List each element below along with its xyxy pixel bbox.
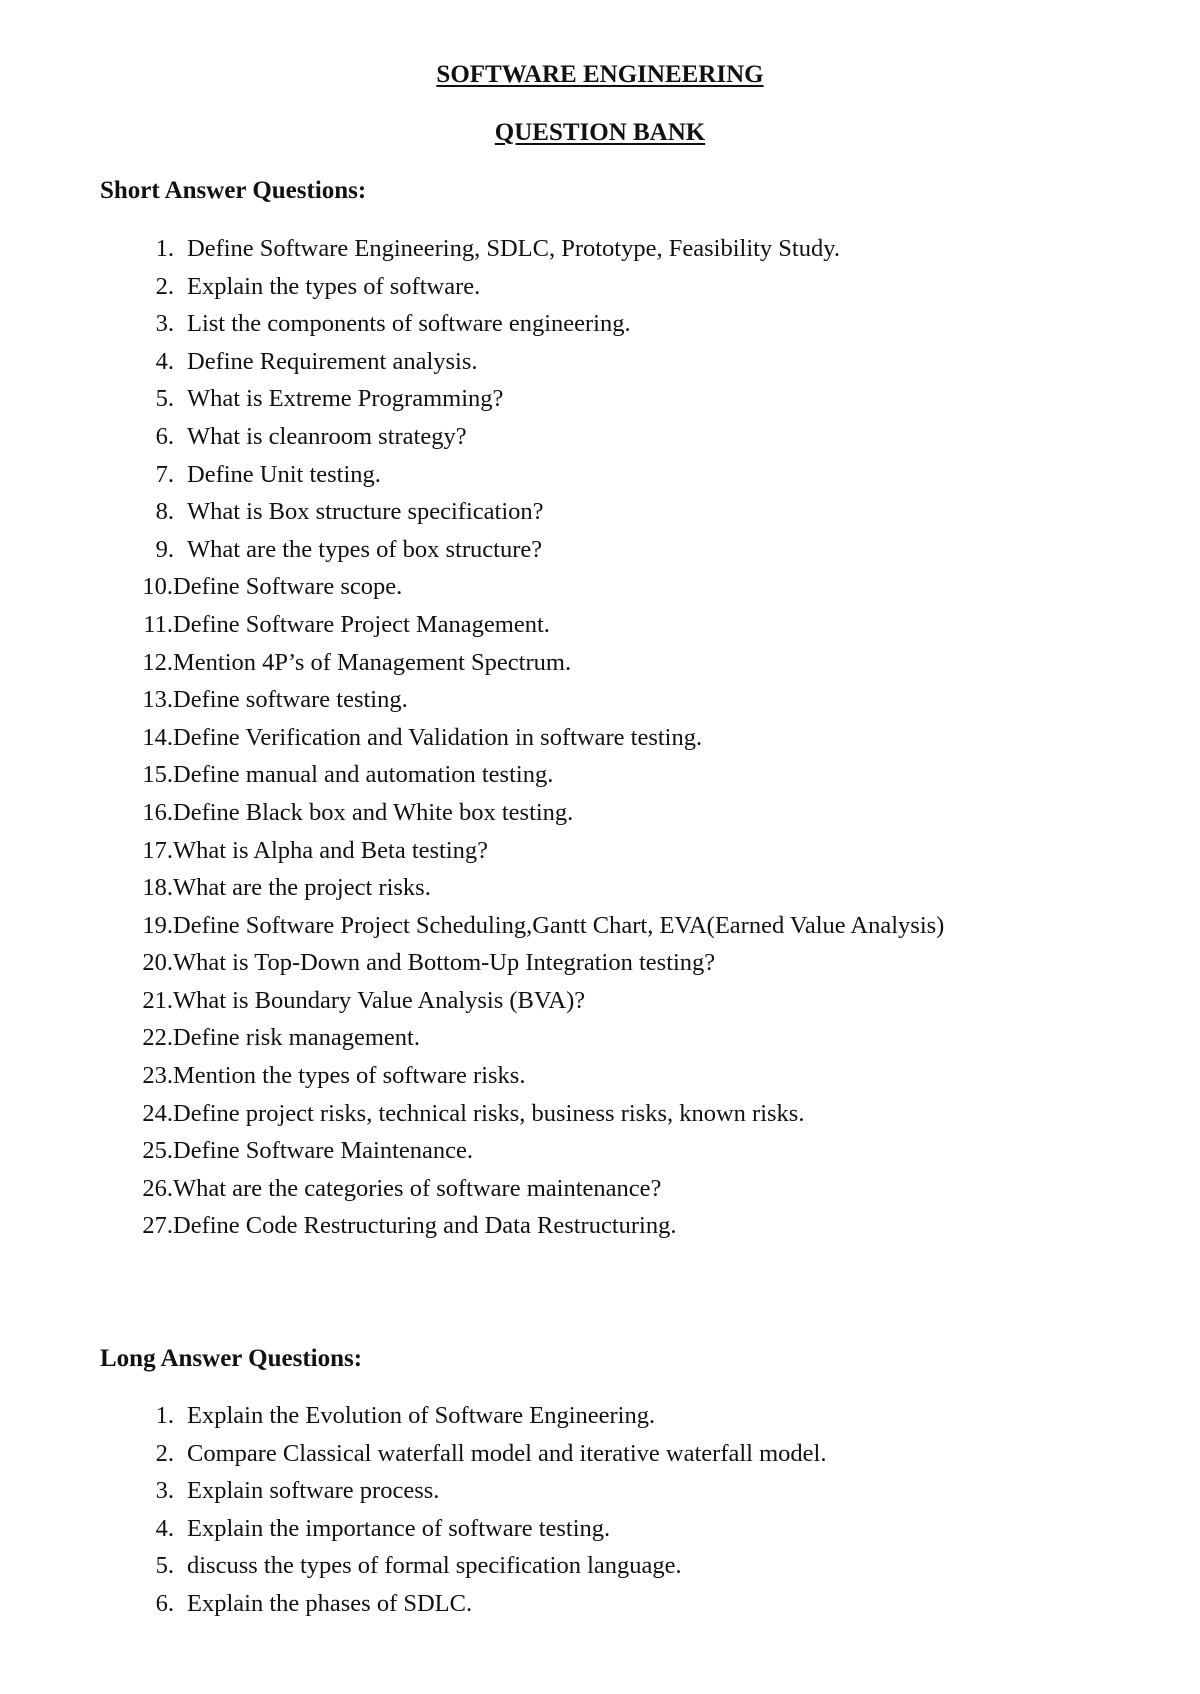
question-number: 21.	[142, 986, 173, 1014]
question-text: Define Software Project Scheduling,Gantt Chart, EVA(Earned Value Analysis)	[173, 911, 945, 939]
short-question-item	[100, 343, 944, 381]
question-number: 13.	[142, 686, 173, 714]
question-number: 5.	[155, 385, 174, 413]
question-number: 2.	[155, 272, 174, 300]
question-text: What is Extreme Programming?	[187, 385, 504, 413]
question-number: 24.	[142, 1099, 173, 1127]
short-question-item	[100, 681, 944, 719]
question-text: Explain software process.	[187, 1477, 440, 1505]
question-text: Mention 4P’s of Management Spectrum.	[173, 648, 572, 676]
question-number: 2.	[155, 1439, 174, 1467]
short-question-item	[100, 493, 944, 531]
question-text: Define Software scope.	[173, 573, 403, 601]
question-text: Explain the types of software.	[187, 272, 481, 300]
short-answer-heading: Short Answer Questions:	[100, 177, 367, 204]
question-text: Compare Classical waterfall model and iterative waterfall model.	[187, 1439, 827, 1467]
long-question-item	[100, 1585, 826, 1623]
question-text: Define Software Engineering, SDLC, Prototype, Feasibility Study.	[187, 235, 841, 262]
long-answer-heading: Long Answer Questions:	[100, 1345, 363, 1372]
question-number: 6.	[155, 422, 174, 450]
question-number: 23.	[142, 1062, 173, 1090]
question-text: Explain the phases of SDLC.	[187, 1589, 473, 1617]
question-number: 7.	[155, 460, 174, 488]
question-number: 18.	[142, 874, 173, 902]
short-question-item	[100, 1132, 944, 1170]
question-text: What is Top-Down and Bottom-Up Integration testing?	[173, 949, 716, 977]
question-number: 26.	[142, 1174, 173, 1202]
short-question-item	[100, 1170, 944, 1208]
long-answer-list	[100, 1397, 826, 1623]
long-question-item	[100, 1547, 826, 1585]
document-title: SOFTWARE ENGINEERING	[436, 61, 764, 88]
question-text: discuss the types of formal specification language.	[187, 1552, 682, 1580]
question-number: 3.	[155, 1477, 174, 1505]
short-question-item	[100, 719, 944, 757]
question-number: 11.	[143, 610, 173, 638]
question-text: What are the types of box structure?	[187, 535, 543, 563]
long-question-item	[100, 1435, 826, 1473]
question-number: 27.	[142, 1212, 173, 1240]
short-question-item	[100, 644, 944, 682]
short-question-item	[100, 606, 944, 644]
question-number: 4.	[155, 1514, 174, 1542]
question-text: Define Verification and Validation in software testing.	[173, 723, 703, 751]
short-question-item	[100, 418, 944, 456]
short-question-item	[100, 380, 944, 418]
question-number: 25.	[142, 1137, 173, 1165]
short-question-item	[100, 531, 944, 569]
long-question-item	[100, 1472, 826, 1510]
short-question-item	[100, 869, 944, 907]
question-number: 20.	[142, 949, 173, 977]
question-number: 5.	[155, 1552, 174, 1580]
question-text: What is Alpha and Beta testing?	[173, 836, 489, 864]
question-number: 22.	[142, 1024, 173, 1052]
short-answer-list	[100, 230, 944, 1245]
short-question-item	[100, 568, 944, 606]
short-question-item	[100, 1019, 944, 1057]
question-text: Define Software Project Management.	[173, 610, 550, 638]
short-question-item	[100, 1207, 944, 1245]
short-question-item	[100, 456, 944, 494]
question-number: 14.	[142, 723, 173, 751]
question-number: 15.	[142, 761, 173, 789]
short-question-item	[100, 794, 944, 832]
short-question-item	[100, 944, 944, 982]
question-text: What are the project risks.	[173, 874, 431, 902]
short-question-item	[100, 268, 944, 306]
question-number: 17.	[142, 836, 173, 864]
question-number: 3.	[155, 310, 174, 338]
question-text: Explain the Evolution of Software Engineering.	[187, 1402, 656, 1429]
long-question-item	[100, 1397, 826, 1435]
question-text: Define Code Restructuring and Data Restructuring.	[173, 1212, 677, 1240]
question-number: 10.	[142, 573, 173, 601]
question-number: 16.	[142, 798, 173, 826]
question-text: Define Software Maintenance.	[173, 1137, 473, 1165]
short-question-item	[100, 756, 944, 794]
question-text: Define risk management.	[173, 1024, 420, 1052]
document-subtitle: QUESTION BANK	[494, 119, 706, 146]
short-question-item	[100, 305, 944, 343]
short-question-item	[100, 1057, 944, 1095]
short-question-item	[100, 982, 944, 1020]
question-number: 4.	[155, 347, 174, 375]
long-question-item	[100, 1510, 826, 1548]
question-text: Define Black box and White box testing.	[173, 798, 574, 826]
question-number: 19.	[142, 911, 173, 939]
short-question-item	[100, 1095, 944, 1133]
question-text: Mention the types of software risks.	[173, 1062, 526, 1090]
question-number: 12.	[142, 648, 173, 676]
question-text: Explain the importance of software testing.	[187, 1514, 611, 1542]
question-text: Define Unit testing.	[187, 460, 381, 488]
question-number: 8.	[155, 498, 174, 526]
question-text: Define software testing.	[173, 686, 408, 714]
question-text: Define manual and automation testing.	[173, 761, 554, 789]
question-text: What is Box structure specification?	[187, 498, 544, 526]
question-text: Define Requirement analysis.	[187, 347, 478, 375]
question-text: List the components of software engineering.	[187, 310, 631, 338]
short-question-item	[100, 230, 944, 268]
short-question-item	[100, 907, 944, 945]
question-text: Define project risks, technical risks, business risks, known risks.	[173, 1099, 805, 1127]
question-number: 6.	[155, 1589, 174, 1617]
question-number: 9.	[155, 535, 174, 563]
short-question-item	[100, 832, 944, 870]
question-text: What is Boundary Value Analysis (BVA)?	[173, 986, 586, 1014]
question-text: What is cleanroom strategy?	[187, 422, 467, 450]
question-text: What are the categories of software maintenance?	[173, 1174, 662, 1202]
question-number: 1.	[155, 235, 174, 262]
question-number: 1.	[155, 1402, 174, 1429]
